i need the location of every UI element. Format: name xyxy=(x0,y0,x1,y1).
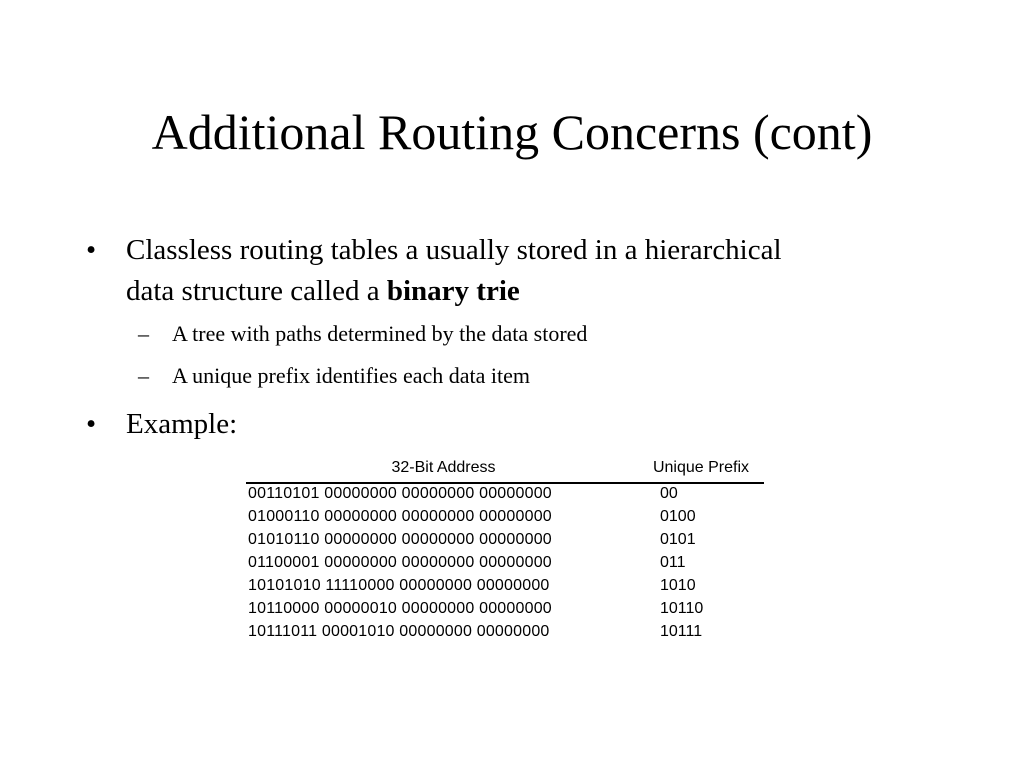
subbullet-unique-prefix xyxy=(138,361,838,391)
cell-prefix: 10110 xyxy=(660,600,704,617)
cell-address: 01010110 00000000 00000000 00000000 xyxy=(248,531,552,548)
bullet-text xyxy=(126,230,782,312)
cell-address: 01100001 00000000 00000000 00000000 xyxy=(248,554,552,571)
bullet-text: Example: xyxy=(126,408,238,440)
cell-address: 10111011 00001010 00000000 00000000 xyxy=(248,623,550,640)
table-row xyxy=(246,600,764,623)
subbullet-mark: – xyxy=(138,321,149,346)
column-header-address: 32-Bit Address xyxy=(391,459,496,476)
table-row xyxy=(246,485,764,508)
bullet-binary-trie xyxy=(86,230,966,320)
cell-prefix: 10111 xyxy=(660,623,703,640)
table-row xyxy=(246,508,764,531)
bullet-example xyxy=(86,404,486,449)
bullet-mark: • xyxy=(86,234,97,266)
cell-prefix: 011 xyxy=(660,554,686,571)
table-body xyxy=(246,485,764,646)
subbullet-text: A tree with paths determined by the data stored xyxy=(172,321,588,346)
table-row xyxy=(246,623,764,646)
bullet-mark: • xyxy=(86,408,97,440)
table-row xyxy=(246,577,764,600)
cell-prefix: 0101 xyxy=(660,531,696,548)
cell-address: 00110101 00000000 00000000 00000000 xyxy=(248,485,552,502)
column-header-prefix: Unique Prefix xyxy=(652,459,750,476)
cell-prefix: 0100 xyxy=(660,508,696,525)
bullet-line-2-prefix: data structure called a xyxy=(126,275,387,307)
subbullet-mark: – xyxy=(138,363,149,388)
table-row xyxy=(246,531,764,554)
subbullet-text: A unique prefix identifies each data item xyxy=(172,363,530,388)
table-header xyxy=(246,456,764,482)
cell-prefix: 00 xyxy=(660,485,678,502)
cell-prefix: 1010 xyxy=(660,577,696,594)
prefix-table xyxy=(246,456,764,646)
cell-address: 01000110 00000000 00000000 00000000 xyxy=(248,508,552,525)
cell-address: 10110000 00000010 00000000 00000000 xyxy=(248,600,552,617)
header-rule xyxy=(246,482,764,484)
cell-address: 10101010 11110000 00000000 00000000 xyxy=(248,577,550,594)
table-row xyxy=(246,554,764,577)
subbullet-tree-paths xyxy=(138,319,838,349)
bullet-line-1: Classless routing tables a usually stored in a hierarchical xyxy=(126,234,782,266)
slide-title: Additional Routing Concerns (cont) xyxy=(151,104,873,160)
bullet-bold-term: binary trie xyxy=(386,275,520,307)
